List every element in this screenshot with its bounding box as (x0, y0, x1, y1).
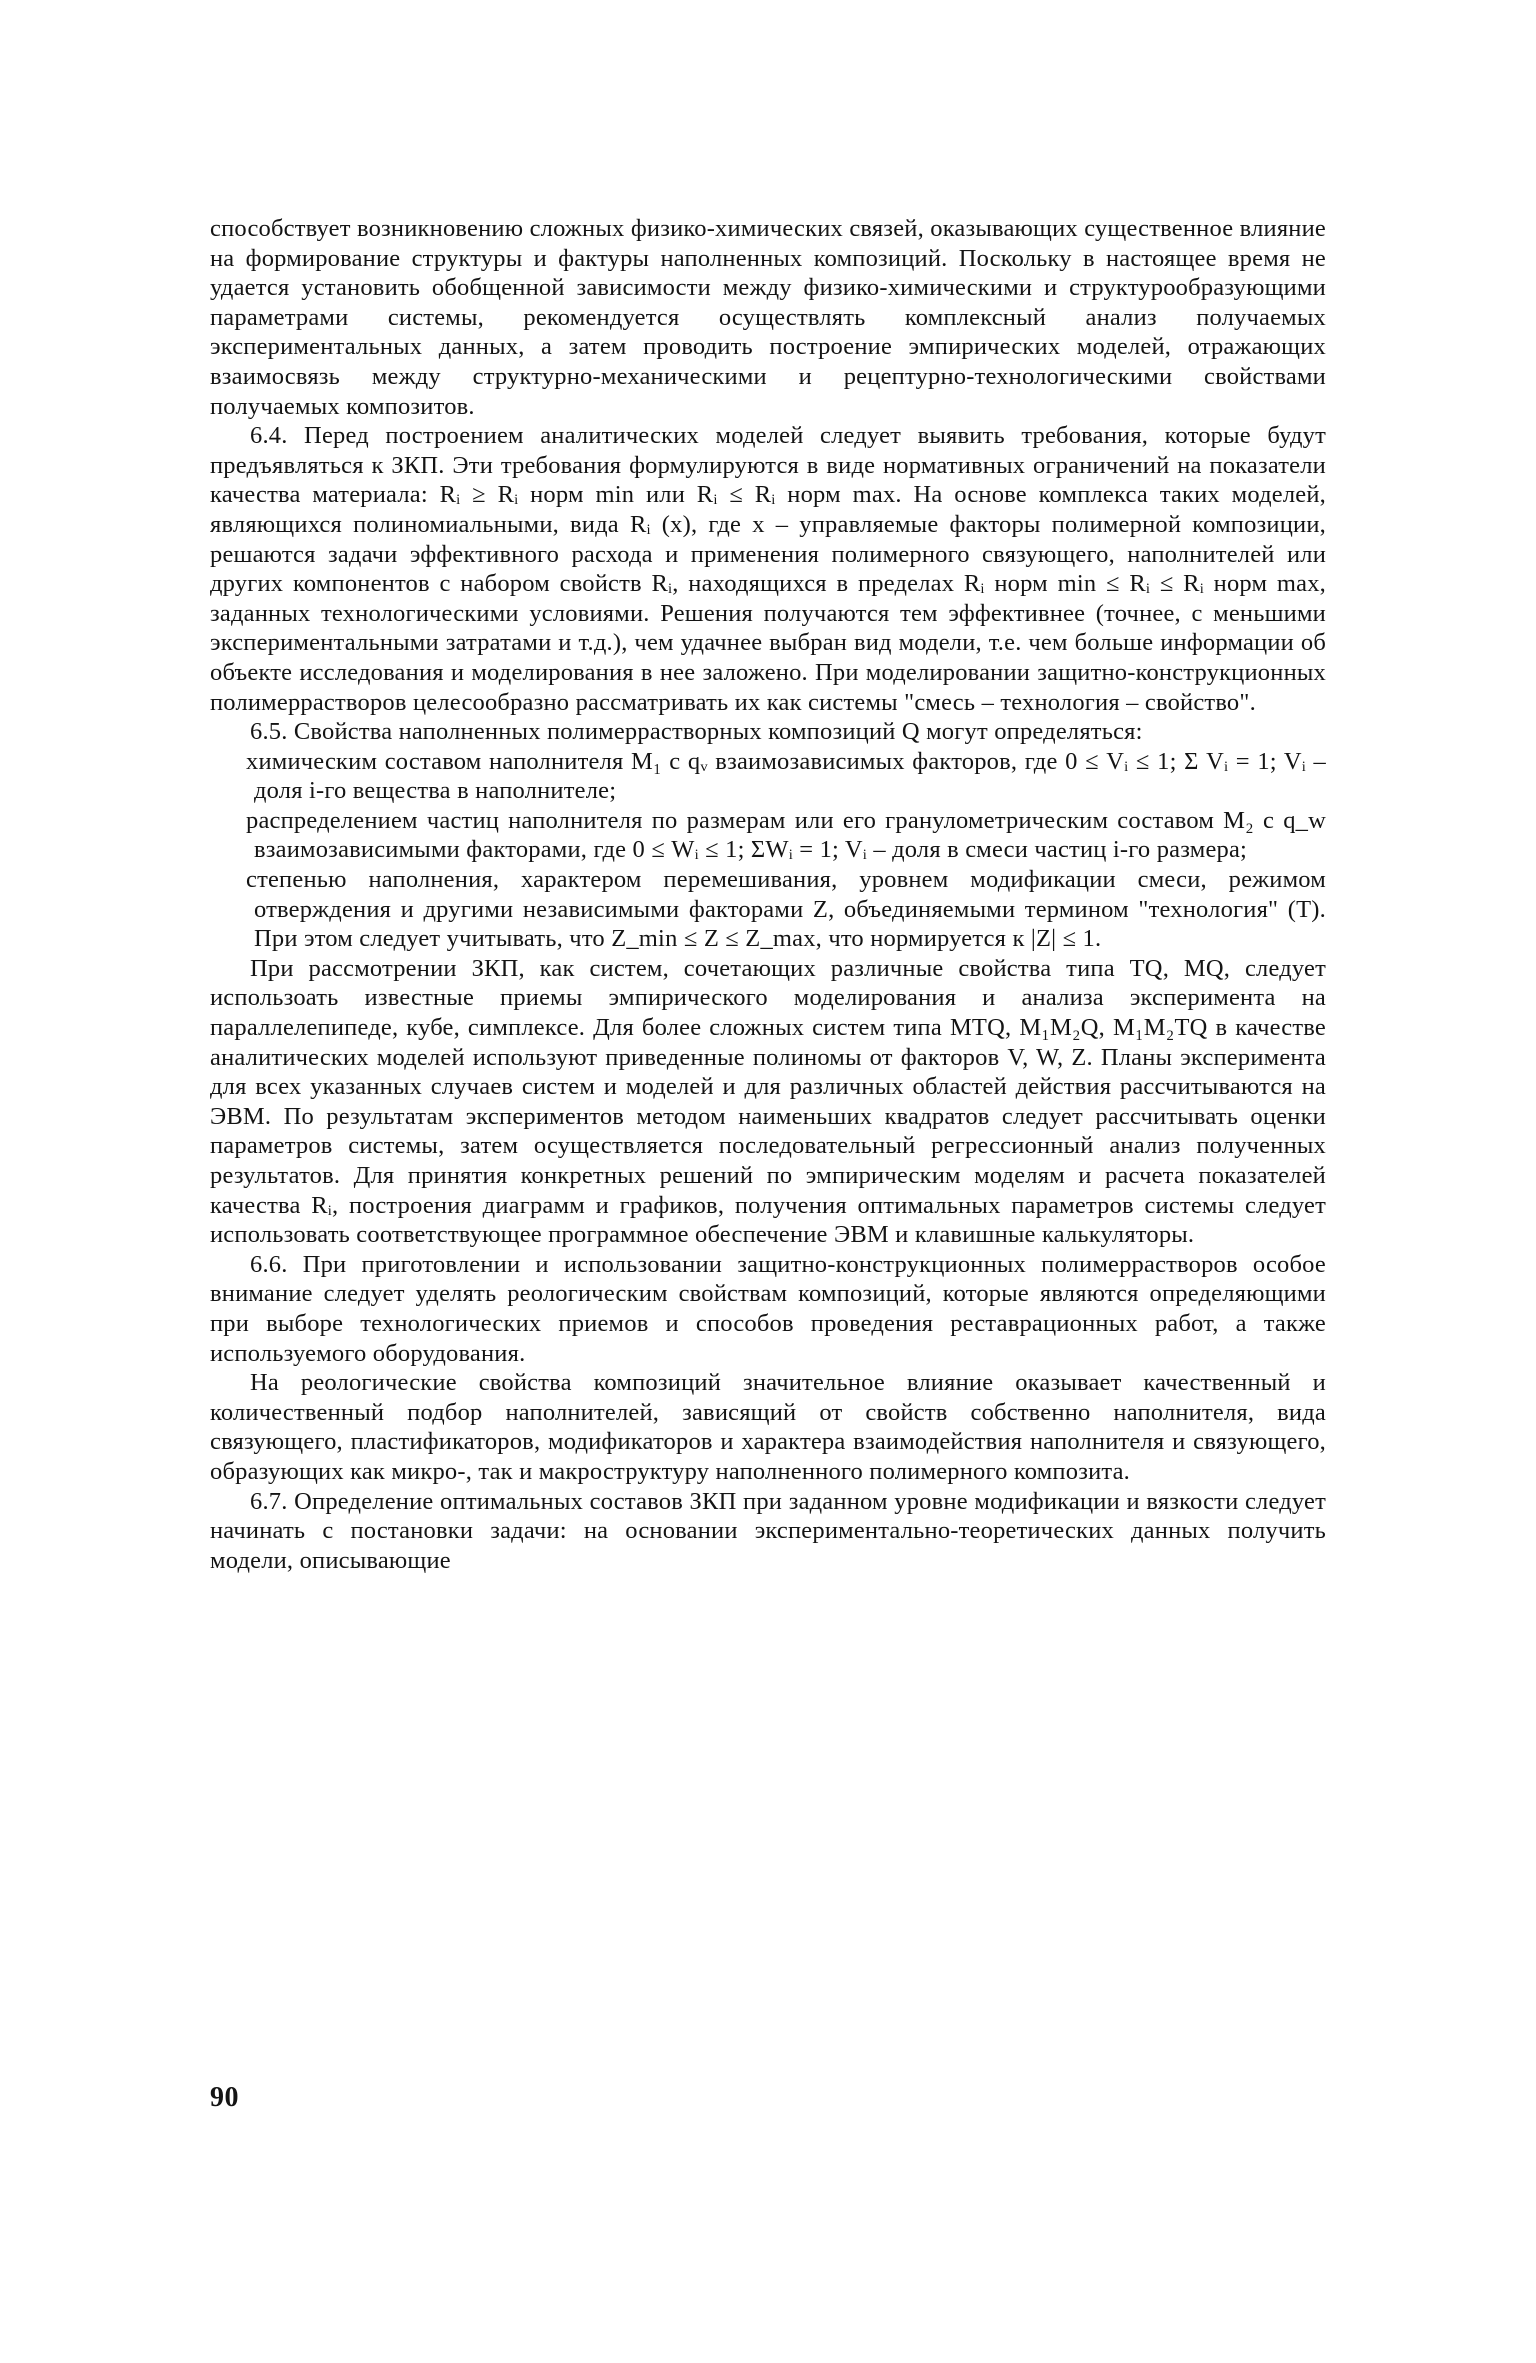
paragraph-rheology: На реологические свойства композиций значительное влияние оказывает качественный и количественный подбор наполнителей, зависящий от свойств собственно наполнителя, вида связующего, пластификаторов, модификаторов и характера взаимодействия наполнителя и связующего, образующих как микро-, так и макроструктуру наполненного полимерного композита. (210, 1369, 1326, 1485)
paragraph-system-models: При рассмотрении ЗКП, как систем, сочетающих различные свойства типа TQ, MQ, следует использоать известные приемы эмпирического моделирования и анализа эксперимента на параллелепипеде, кубе, симплексе. Для более сложных систем типа MTQ, M₁M₂Q, M₁M₂TQ в качестве аналитических моделей используют приведенные полиномы от факторов V, W, Z. Планы эксперимента для всех указанных случаев систем и моделей и для различных областей действия рассчитываются на ЭВМ. По результатам экспериментов методом наименьших квадратов следует рассчитывать оценки параметров системы, затем осуществляется последовательный регрессионный анализ полученных результатов. Для принятия конкретных решений по эмпирическим моделям и расчета показателей качества Rᵢ, построения диаграмм и графиков, получения оптимальных параметров системы следует использовать соответствующее программное обеспечение ЭВМ и клавишные калькуляторы. (210, 954, 1326, 1249)
paragraph-6-6: 6.6. При приготовлении и использовании защитно-конструкционных полимеррастворов особое внимание следует уделять реологическим свойствам композиций, которые являются определяющими при выборе технологических приемов и способов проведения реставрационных работ, а также используемого оборудования. (210, 1250, 1326, 1367)
list-item-technology-factors: степенью наполнения, характером перемешивания, уровнем модификации смеси, режимом отверждения и другими независимыми факторами Z, объединяемыми термином "технология" (Т). При этом следует учитывать, что Z_min ≤ Z ≤ Z_max, что нормируется к |Z| ≤ 1. (246, 866, 1326, 953)
list-item-chemical-composition: химическим составом наполнителя M₁ с qᵥ взаимозависимых факторов, где 0 ≤ Vᵢ ≤ 1; Σ Vᵢ = 1; Vᵢ – доля i-го вещества в наполнителе; (246, 747, 1326, 805)
body-text (210, 214, 1326, 1575)
paragraph-6-4: 6.4. Перед построением аналитических моделей следует выявить требования, которые будут предъявляться к ЗКП. Эти требования формулируются в виде нормативных ограничений на показатели качества материала: Rᵢ ≥ Rᵢ норм min или Rᵢ ≤ Rᵢ норм max. На основе комплекса таких моделей, являющихся полиномиальными, вида Rᵢ (x), где x – управляемые факторы полимерной композиции, решаются задачи эффективного расхода и применения полимерного связующего, наполнителей или других компонентов с набором свойств Rᵢ, находящихся в пределах Rᵢ норм min ≤ Rᵢ ≤ Rᵢ норм max, заданных технологическими условиями. Решения получаются тем эффективнее (точнее, с меньшими экспериментальными затратами и т.д.), чем удачнее выбран вид модели, т.е. чем больше информации об объекте исследования и моделирования в нее заложено. При моделировании защитно-конструкционных полимеррастворов целесообразно рассматривать их как системы "смесь – технология – свойство". (210, 422, 1326, 716)
paragraph-6-7: 6.7. Определение оптимальных составов ЗКП при заданном уровне модификации и вязкости следует начинать с постановки задачи: на основании экспериментально-теоретических данных получить модели, описывающие (210, 1487, 1326, 1574)
list-item-particle-distribution: распределением частиц наполнителя по размерам или его гранулометрическим составом M₂ с q_w взаимозависимыми факторами, где 0 ≤ Wᵢ ≤ 1; ΣWᵢ = 1; Vᵢ – доля в смеси частиц i-го размера; (246, 806, 1326, 864)
paragraph-6-5: 6.5. Свойства наполненных полимеррастворных композиций Q могут определяться: (250, 718, 1143, 746)
page-number: 90 (210, 2082, 239, 2113)
paragraph-continuation: способствует возникновению сложных физико-химических связей, оказывающих существенное влияние на формирование структуры и фактуры наполненных композиций. Поскольку в настоящее время не удается установить обобщенной зависимости между физико-химическими и структурообразующими параметрами системы, рекомендуется осуществлять комплексный анализ получаемых экспериментальных данных, а затем проводить построение эмпирических моделей, отражающих взаимосвязь между структурно-механическими и рецептурно-технологическими свойствами получаемых композитов. (210, 215, 1326, 420)
